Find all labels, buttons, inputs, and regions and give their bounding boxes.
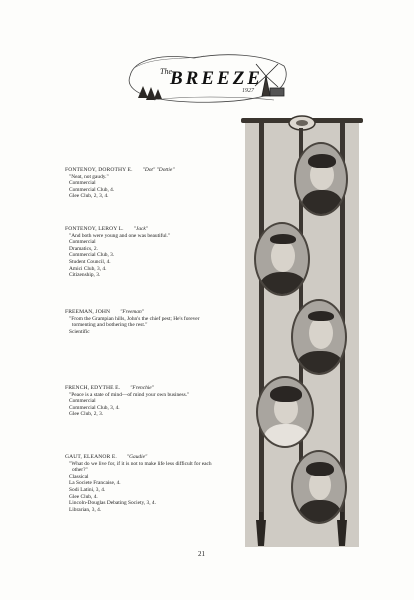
student-quote: "And both were young and one was beautiful.": [69, 232, 171, 239]
portrait-panel: [241, 114, 363, 547]
student-nickname: "Gaudie": [126, 454, 148, 460]
student-activity: Amici Club, 3, 4.: [69, 265, 107, 272]
student-activity: Commercial Club, 3.: [69, 252, 115, 259]
student-quote: "What do we live for, if it is not to make life less difficult for each other?": [69, 460, 212, 474]
student-activity: La Societe Francaise, 4.: [69, 480, 121, 487]
portrait-photo: [256, 376, 314, 448]
student-activity: Commercial: [69, 180, 96, 187]
header-year: 1927: [242, 88, 254, 94]
page-number: 21: [198, 550, 205, 558]
student-name: FREEMAN, JOHN: [65, 309, 111, 315]
portrait-photo: [254, 222, 310, 296]
student-activity: Glee Club, 2, 3.: [69, 411, 104, 418]
tassel-icon: [254, 512, 268, 548]
header-the: The: [160, 67, 172, 76]
student-nickname: "Freeman": [120, 309, 144, 315]
student-activity: Sodi Latini, 3, 4.: [69, 486, 106, 493]
student-activity: Classical: [69, 473, 89, 480]
student-entry: [65, 309, 222, 335]
portrait-photo: [291, 299, 347, 375]
student-activity: Citizenship, 3.: [69, 272, 101, 279]
student-activity: Commercial: [69, 239, 96, 246]
student-activity: Glee Club, 4.: [69, 493, 98, 500]
student-activity: Student Council, 4.: [69, 258, 111, 265]
student-activity: Commercial Club, 4.: [69, 186, 115, 193]
student-entry: [65, 226, 222, 279]
student-activity: Commercial: [69, 398, 96, 405]
student-nickname: "Jack": [133, 226, 149, 232]
student-nickname: "Dot" "Dottie": [142, 167, 175, 173]
student-activity: Glee Club, 2, 3, 4.: [69, 193, 109, 200]
student-activity: Dramatics, 2.: [69, 245, 98, 252]
header-title: BREEZE: [170, 68, 263, 89]
student-nickname: "Frenchie": [130, 385, 154, 391]
student-activity: Librarian, 3, 4.: [69, 506, 102, 513]
ribbon-strap: [259, 123, 264, 535]
student-activity: Lincoln-Douglas Debating Society, 3, 4.: [69, 500, 156, 507]
tree-icon: [138, 86, 162, 100]
breeze-header-banner: [124, 46, 294, 108]
student-name: FONTENOY, LEROY L.: [65, 226, 124, 232]
student-entry: [65, 167, 222, 200]
student-activity: Commercial Club, 3, 4.: [69, 404, 120, 411]
student-name: FONTENOY, DOROTHY E.: [65, 167, 133, 173]
student-quote: "Peace is a state of mind—of mind your own business.": [69, 391, 190, 398]
portrait-photo: [291, 450, 347, 524]
portrait-photo: [294, 142, 348, 216]
student-entry: [65, 385, 222, 418]
student-quote: "Neat, not gaudy.": [69, 173, 109, 180]
student-quote: "From the Grampian hills, John's the chief pest; He's forever tormenting and bothering the rest.": [69, 315, 200, 329]
student-activity: Scientific: [69, 328, 90, 335]
student-name: FRENCH, EDYTHE E.: [65, 385, 121, 391]
student-name: GAUT, ELEANOR E.: [65, 454, 117, 460]
student-entry: [65, 454, 222, 513]
